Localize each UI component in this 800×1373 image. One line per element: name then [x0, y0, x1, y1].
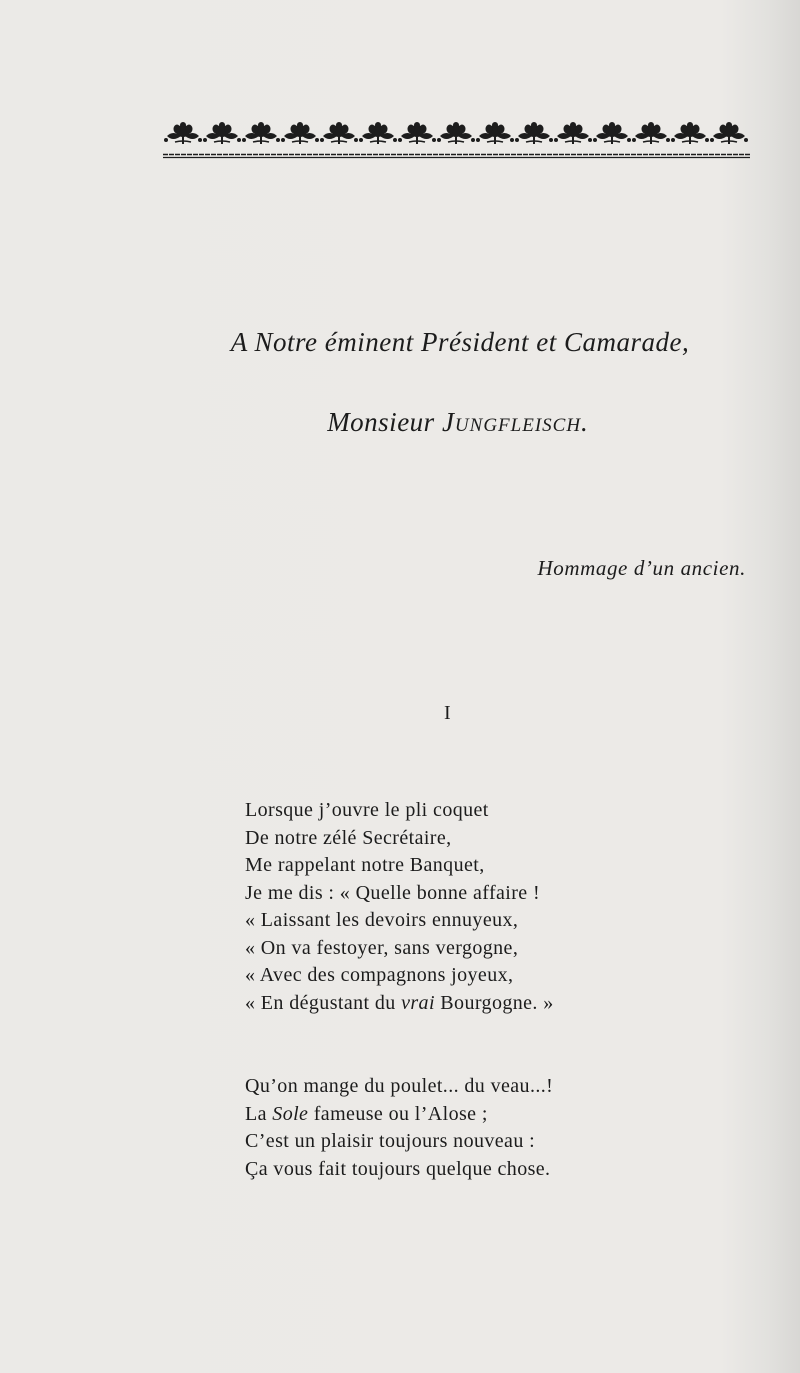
verse-line: « En dégustant du vrai Bourgogne. » [245, 991, 554, 1014]
stanza-2 [245, 1073, 553, 1183]
verse-line: « Avec des compagnons joyeux, [245, 964, 514, 986]
section-numeral: I [444, 702, 451, 724]
verse-line: Qu’on mange du poulet... du veau...! [245, 1075, 554, 1097]
floral-ornament-border [163, 118, 750, 162]
emphasis-vrai: vrai [401, 991, 435, 1014]
dedication-line-1: A Notre éminent Président et Camarade, [230, 327, 690, 357]
stanza-1 [245, 797, 554, 1017]
verse-line: La Sole fameuse ou l’Alose ; [245, 1102, 488, 1125]
dedication-name: Jungfleisch. [441, 407, 589, 437]
dedication-honorific: Monsieur [327, 407, 442, 437]
verse-line: Ça vous fait toujours quelque chose. [245, 1157, 551, 1180]
verse-line: « On va festoyer, sans vergogne, [245, 936, 519, 959]
verse-line: C’est un plaisir toujours nouveau : [245, 1130, 536, 1152]
hommage-signature: Hommage d’un ancien. [537, 556, 746, 580]
verse-line: « Laissant les devoirs ennuyeux, [245, 909, 519, 931]
verse-line: Lorsque j’ouvre le pli coquet [245, 799, 489, 821]
verse-line: De notre zélé Secrétaire, [245, 826, 452, 849]
verse-line: Je me dis : « Quelle bonne affaire ! [245, 881, 541, 904]
emphasis-sole: Sole [272, 1102, 309, 1125]
verse-line: Me rappelant notre Banquet, [245, 854, 485, 876]
dedication-line-2 [58, 407, 800, 438]
